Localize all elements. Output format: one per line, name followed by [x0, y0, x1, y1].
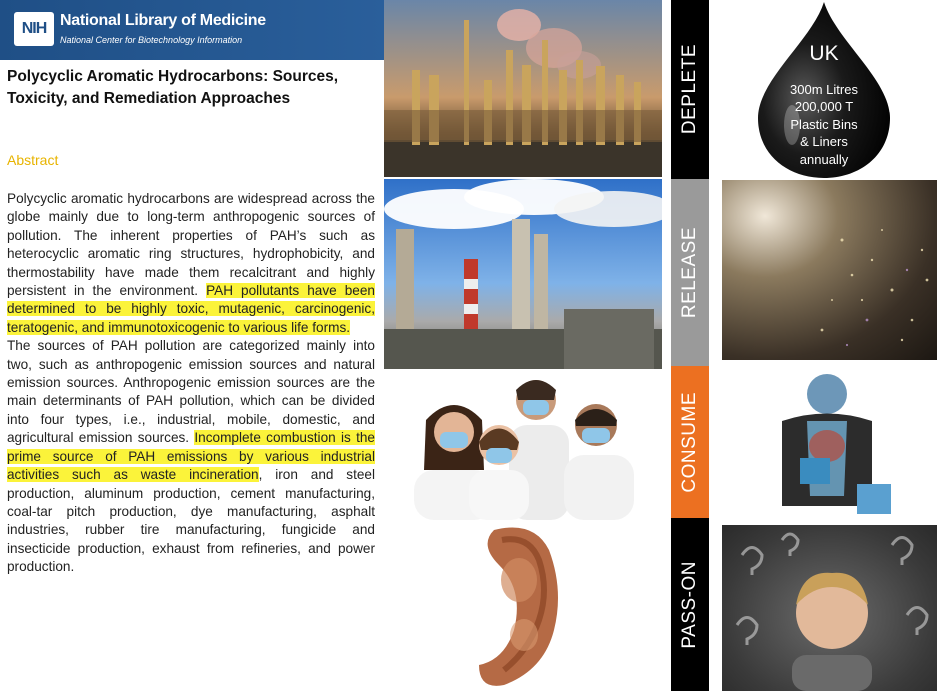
oil-drop-line: 200,000 T: [794, 99, 854, 114]
highlighted-text: Incomplete combustion is the prime source of PAH emissions by various industrial activities such as waste incineration: [7, 430, 375, 483]
banner-subtitle: National Center for Biotechnology Information: [60, 35, 243, 45]
glitter-image: [722, 180, 937, 360]
band-release-label: RELEASE: [679, 226, 700, 319]
band-deplete: [671, 0, 709, 179]
anatomy-image: [722, 366, 937, 518]
abstract-body: [7, 190, 375, 577]
abstract-text: Polycyclic aromatic hydrocarbons are widespread across the globe mainly due to long-term anthropogenic sources of pollution. The inherent properties of PAH’s such as heterocyclic aromatic ring structures, hydrophobicity, and thermostability have made them recalcitrant and highly persistent in the environment.: [7, 191, 375, 299]
band-pass-on: [671, 518, 709, 691]
oil-drop-line: Plastic Bins: [790, 117, 858, 132]
smokestacks-image: [384, 179, 662, 369]
abstract-paragraph-2: [7, 337, 375, 576]
highlighted-text: PAH pollutants have been determined to be highly toxic, mutagenic, carcinogenic, teratogenic, and immunotoxicogenic to various life forms.: [7, 283, 375, 335]
oil-drop-title: UK: [809, 42, 839, 65]
oil-drop-line: & Liners: [800, 134, 848, 149]
boy-question-marks-image: [722, 525, 937, 691]
article-title: Polycyclic Aromatic Hydrocarbons: Sources, Toxicity, and Remediation Approaches: [7, 68, 339, 107]
band-consume-label: CONSUME: [679, 391, 700, 493]
nih-banner: [0, 0, 384, 60]
nih-logo[interactable]: NIH: [14, 12, 54, 46]
band-pass-on-label: PASS-ON: [679, 560, 700, 649]
banner-title[interactable]: National Library of Medicine: [60, 12, 266, 29]
band-consume: [671, 366, 709, 518]
abstract-heading: Abstract: [7, 152, 59, 168]
masked-people-image: [384, 370, 662, 520]
abstract-text: , iron and steel production, aluminum production, cement manufacturing, coal-tar pitch production, dye manufacturing, asphalt industries, rubber tire manufacturing, fungicide and insecticide production, exhaust from refineries, and power production.: [7, 467, 376, 575]
refinery-image: [384, 0, 662, 177]
oil-drop-line: annually: [799, 152, 849, 167]
band-release: [671, 179, 709, 366]
abstract-text: The sources of PAH pollution are categorized mainly into two, such as anthropogenic emission sources and natural emission sources. Anthropogenic emission sources are the main determinants of PAH pollution, which can be divided into four types, i.e., industrial, mobile, domestic, and agricultural emission sources.: [7, 338, 375, 446]
abstract-paragraph-1: [7, 190, 375, 337]
band-deplete-label: DEPLETE: [679, 44, 700, 135]
embryo-image: [384, 520, 662, 691]
oil-drop-line: 300m Litres: [790, 82, 858, 97]
